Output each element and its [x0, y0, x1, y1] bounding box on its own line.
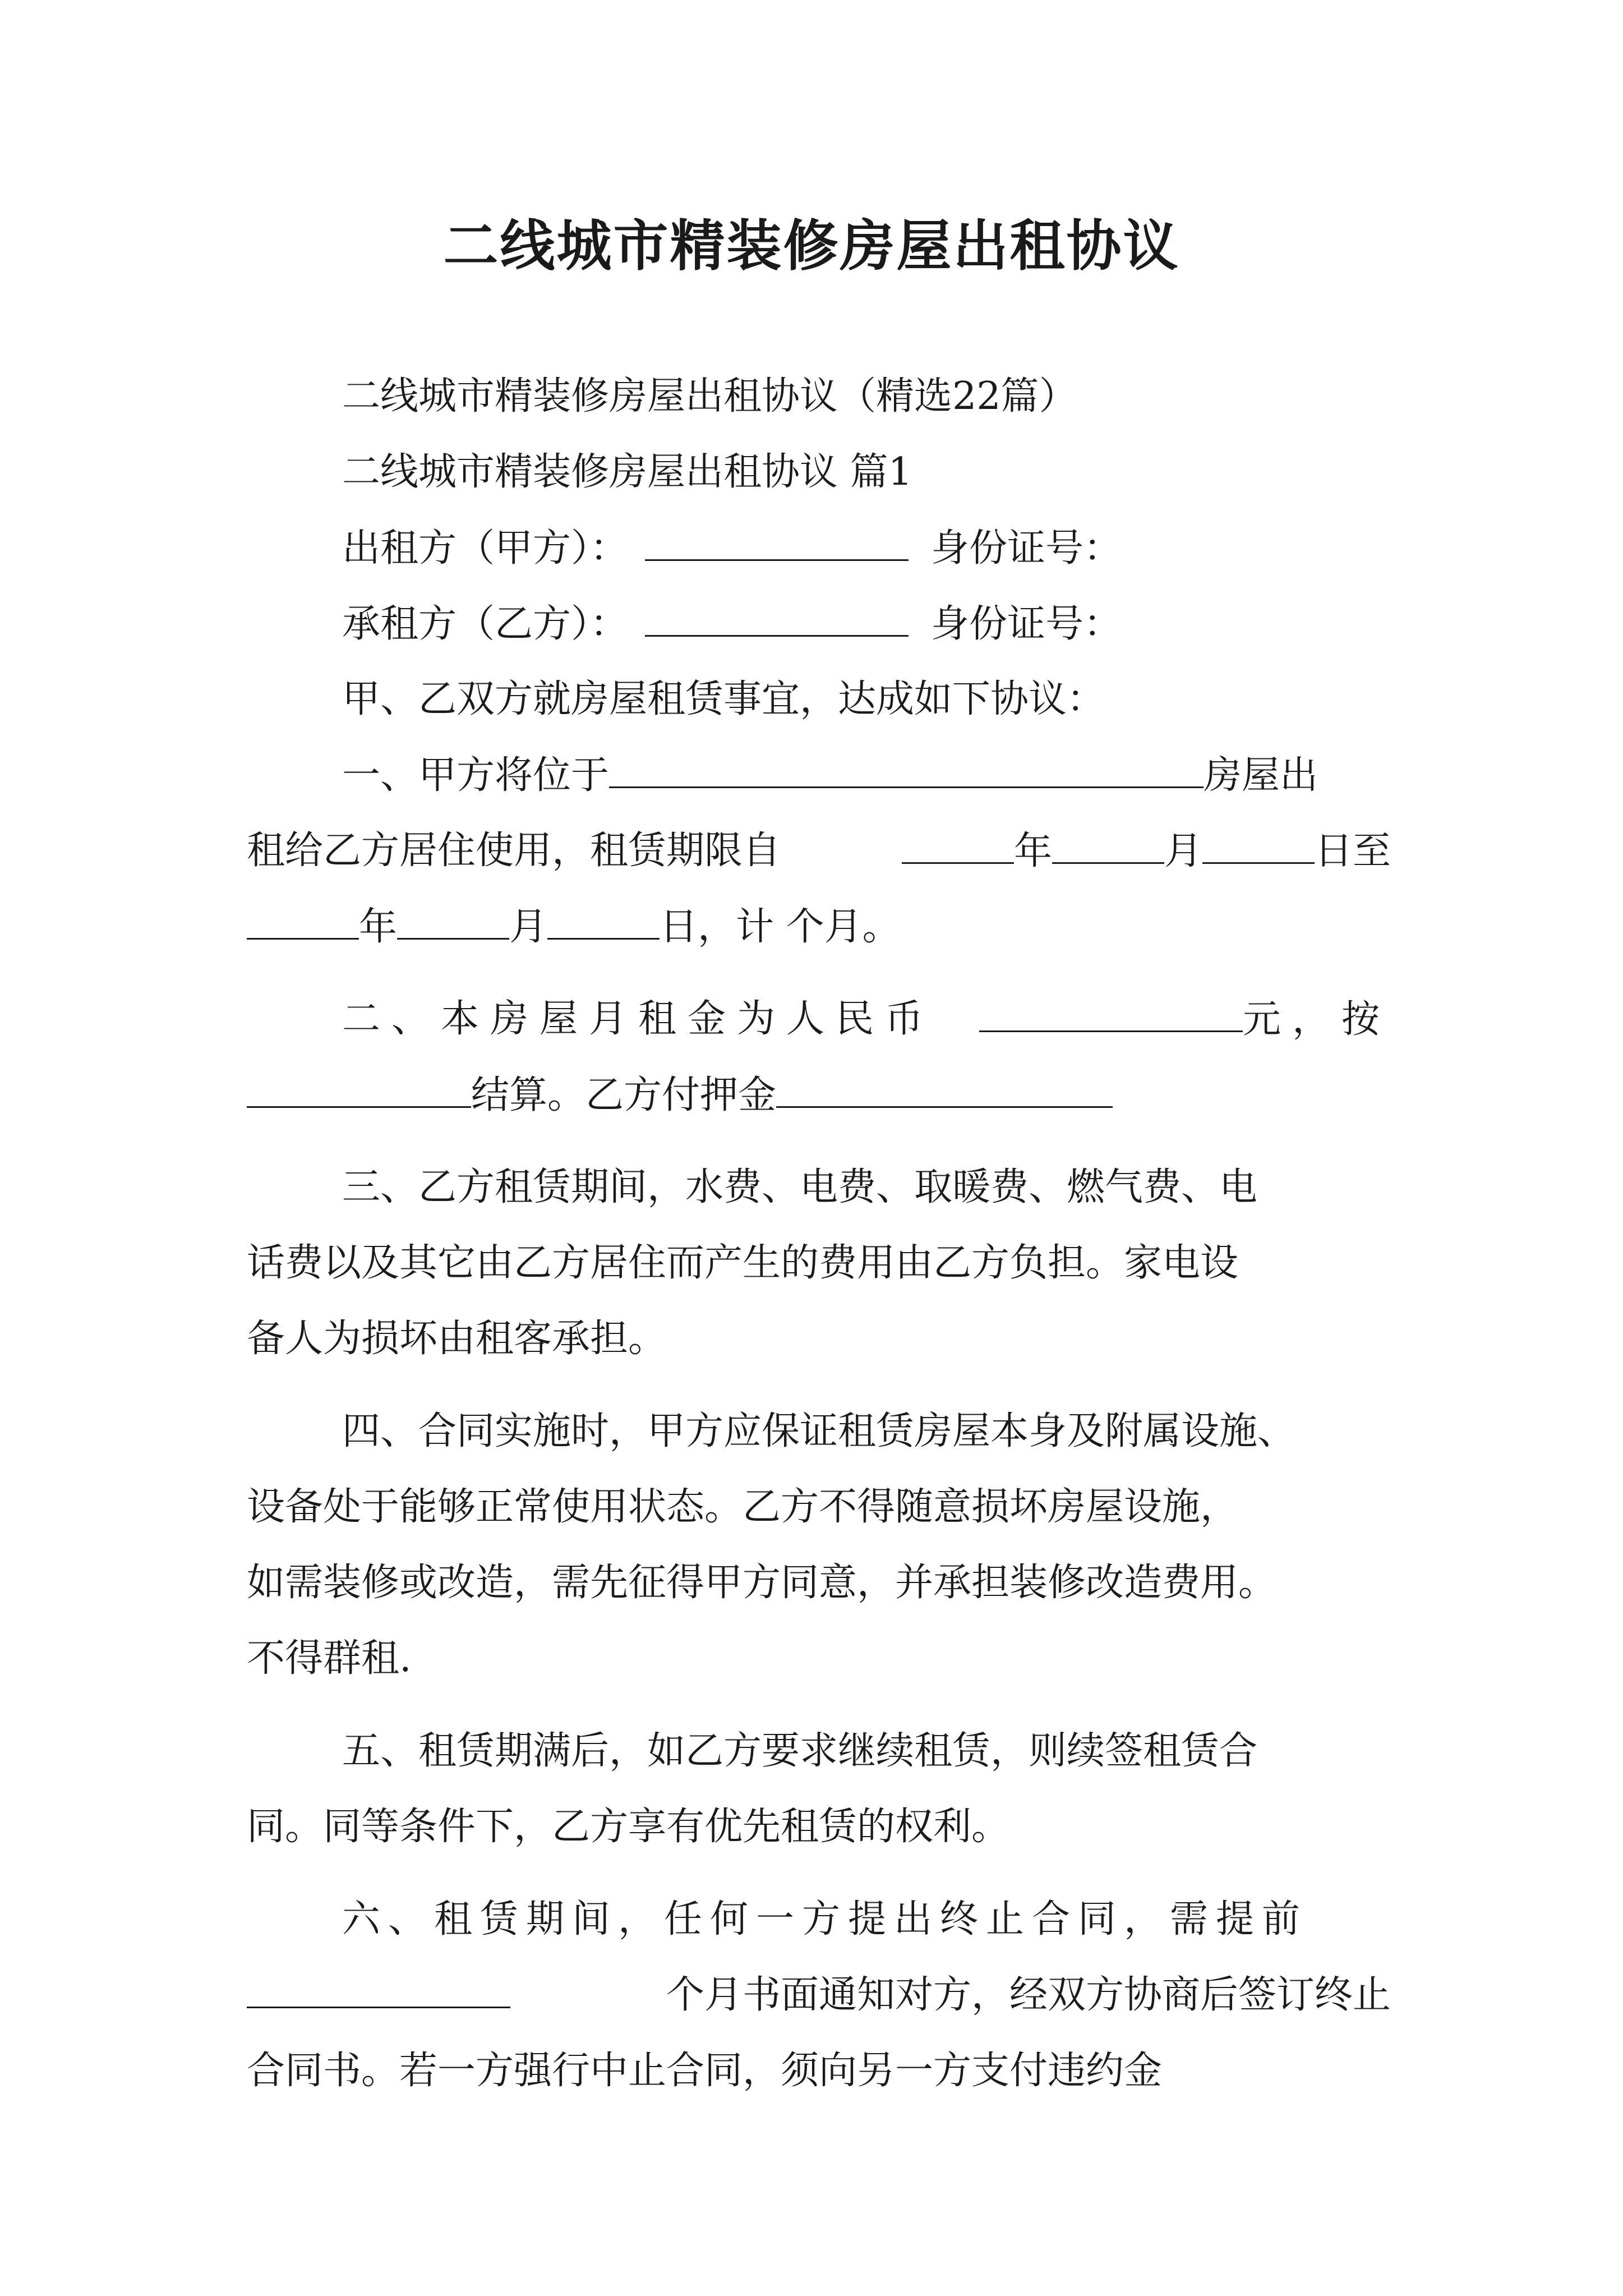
- clause-2-line-1: [247, 996, 1391, 1043]
- clause-5-text-1: 五、租赁期满后，如乙方要求继续租赁，则续签租赁合: [342, 1729, 1258, 1773]
- clause-4-line-3: [247, 1559, 1391, 1607]
- clause-4-line-1: [247, 1408, 1391, 1455]
- clause-4-text-2: 设备处于能够正常使用状态。乙方不得随意损坏房屋设施，: [247, 1485, 1239, 1529]
- clause-3-line-2: [247, 1240, 1391, 1287]
- start-year-label: 年: [1013, 829, 1052, 873]
- intro-text: 甲、乙双方就房屋租赁事宜，达成如下协议：: [342, 677, 1105, 721]
- clause-2-line-2: [247, 1071, 1391, 1119]
- rent-amount-blank: [979, 996, 1243, 1032]
- clause-6-line-3: [247, 2047, 1391, 2095]
- clause-1-text-a: 一、甲方将位于: [342, 753, 610, 798]
- payment-cycle-blank: [247, 1071, 471, 1108]
- clause-6-text-c: 合同书。若一方强行中止合同，须向另一方支付违约金: [247, 2049, 1163, 2093]
- intro-line: [247, 676, 1391, 723]
- clause-3-line-1: [247, 1164, 1391, 1211]
- clause-6-line-2: [247, 1972, 1391, 2019]
- start-month-label: 月: [1164, 829, 1202, 873]
- lessor-line: [247, 524, 1391, 572]
- lessee-id-label: 身份证号：: [931, 602, 1122, 646]
- clause-6-text-a: 六、租赁期间，任何一方提出终止合同，需提前: [342, 1897, 1308, 1941]
- lessee-line: [247, 600, 1391, 648]
- clause-3-text-2: 话费以及其它由乙方居住而产生的费用由乙方负担。家电设: [247, 1241, 1239, 1285]
- section-heading: [247, 449, 1391, 496]
- clause-1-line-1: [247, 752, 1391, 799]
- deposit-blank: [776, 1071, 1113, 1108]
- end-day-blank: [547, 903, 660, 940]
- notice-months-blank: [247, 1972, 510, 2008]
- clause-2-text-c: 结算。乙方付押金: [471, 1073, 777, 1117]
- clause-1-text-b: 房屋出: [1204, 753, 1318, 798]
- end-year-blank: [247, 903, 359, 940]
- end-month-label: 月: [509, 905, 548, 949]
- document-title: 二线城市精装修房屋出租协议: [443, 214, 1180, 278]
- start-day-label: 日至: [1314, 829, 1391, 873]
- clause-6-line-1: [247, 1896, 1391, 1943]
- lessee-label: 承租方（乙方）：: [342, 602, 629, 646]
- start-year-blank: [902, 827, 1014, 864]
- start-day-blank: [1202, 827, 1315, 864]
- clause-4-line-2: [247, 1484, 1391, 1531]
- end-month-blank: [397, 903, 509, 940]
- lessee-name-blank: [645, 600, 909, 637]
- clause-3-line-3: [247, 1315, 1391, 1363]
- clause-6-text-b: 个月书面通知对方，经双方协商后签订终止: [666, 1973, 1391, 2017]
- clause-4-text-1: 四、合同实施时，甲方应保证租赁房屋本身及附属设施、: [342, 1409, 1296, 1453]
- clause-3-text-1: 三、乙方租赁期间，水费、电费、取暖费、燃气费、电: [342, 1165, 1258, 1209]
- subtitle: [247, 373, 1391, 420]
- clause-2-text-a: 二、本房屋月租金为人民币: [342, 997, 935, 1041]
- clause-4-text-3: 如需装修或改造，需先征得甲方同意，并承担装修改造费用。: [247, 1561, 1277, 1605]
- end-day-label: 日，计 个月。: [660, 905, 901, 949]
- clause-4-text-4: 不得群租.: [247, 1636, 412, 1681]
- subtitle-text: 二线城市精装修房屋出租协议（精选22篇）: [342, 374, 1077, 418]
- lessor-label: 出租方（甲方）：: [342, 526, 629, 570]
- end-year-label: 年: [359, 905, 398, 949]
- clause-5-line-1: [247, 1728, 1391, 1775]
- clause-2-text-b: 元，按: [1242, 997, 1391, 1042]
- start-month-blank: [1052, 827, 1164, 864]
- address-blank: [609, 752, 1204, 788]
- clause-5-line-2: [247, 1803, 1391, 1851]
- clause-5-text-2: 同。同等条件下，乙方享有优先租赁的权利。: [247, 1805, 1010, 1849]
- clause-1-line-3: [247, 903, 1391, 951]
- clause-3-text-3: 备人为损坏由租客承担。: [247, 1317, 667, 1361]
- clause-1-text-c: 租给乙方居住使用，租赁期限自: [247, 829, 781, 873]
- clause-1-line-2: [247, 827, 1391, 875]
- clause-4-line-4: [247, 1635, 1391, 1682]
- section-heading-text: 二线城市精装修房屋出租协议 篇1: [342, 450, 912, 494]
- lessor-name-blank: [645, 524, 909, 561]
- lessor-id-label: 身份证号：: [931, 526, 1122, 570]
